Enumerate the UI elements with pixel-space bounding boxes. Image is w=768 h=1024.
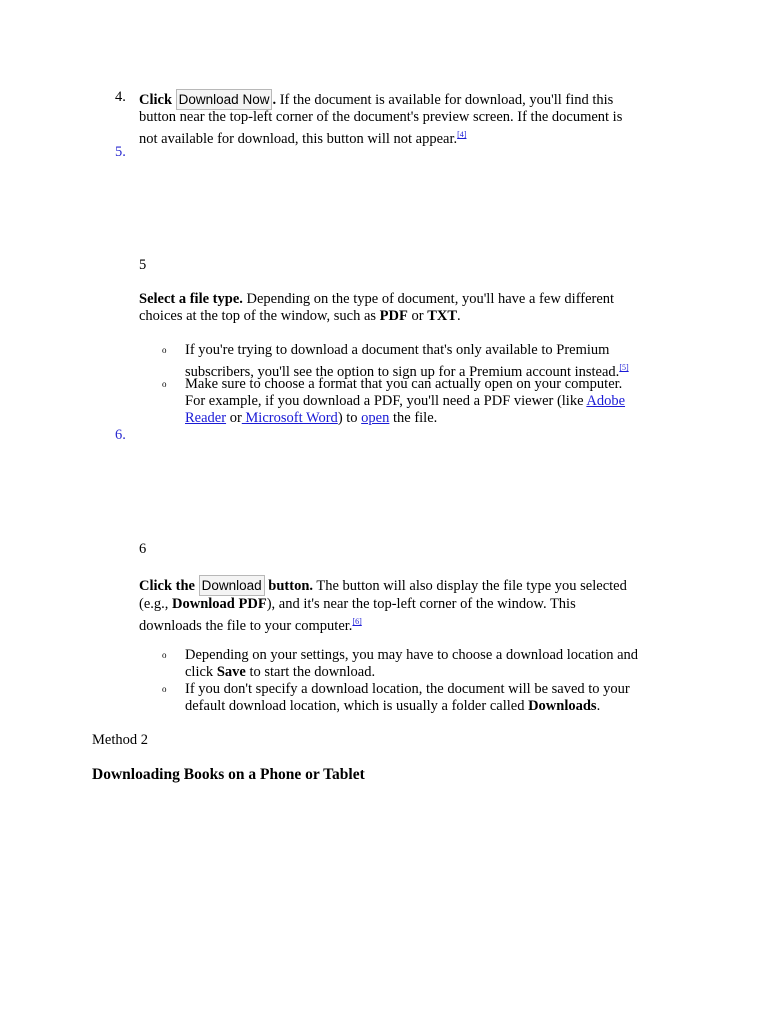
bullet-icon: o: [162, 345, 167, 355]
step-5-list-number: 5.: [115, 144, 126, 160]
step-4-number: 4.: [115, 89, 126, 105]
step-6-text-3: downloads the file to your computer.: [139, 618, 353, 634]
reference-link-4[interactable]: [4]: [457, 130, 467, 139]
step-6-bullet-2-line-2: [185, 698, 600, 715]
step-5-text-2: choices at the top of the window, such as: [139, 308, 380, 324]
step-6-image-label: 6: [139, 541, 147, 557]
step-5-or-2: or: [226, 410, 242, 426]
step-6-line-1: [139, 575, 627, 596]
pdf-format: PDF: [379, 308, 408, 324]
step-5-line-2: [139, 308, 461, 325]
step-4-line-3: [139, 126, 466, 148]
step-6-bullet-2-a: default download location, which is usually a folder called: [185, 698, 529, 714]
step-6-line-3: [139, 613, 362, 635]
step-6-bullet-2-line-1: If you don't specify a download location, the document will be saved to your: [185, 681, 630, 697]
step-5-bullet-2-line-2: [185, 393, 625, 410]
open-link[interactable]: open: [361, 410, 390, 426]
step-4-text-1: If the document is available for download, you'll find this: [276, 92, 614, 108]
step-4-text-3: not available for download, this button will not appear.: [139, 131, 458, 147]
method-label: Method 2: [92, 732, 148, 748]
step-5-title: Select a file type.: [139, 291, 243, 307]
step-5-text-1: Depending on the type of document, you'll have a few different: [242, 291, 615, 307]
step-4-text-2: button near the top-left corner of the document's preview screen. If the document is: [139, 109, 623, 125]
step-6-button-word: button.: [264, 578, 314, 594]
step-6-bullet-1-line-1: Depending on your settings, you may have to choose a download location and: [185, 647, 639, 663]
adobe-reader-link[interactable]: Adobe: [586, 393, 626, 409]
step-6-list-number: 6.: [115, 427, 126, 443]
step-6-bullet-1-b: to start the download.: [245, 664, 376, 680]
step-6-bullet-1-line-2: [185, 664, 375, 681]
downloads-folder-label: Downloads: [528, 698, 597, 714]
step-5-end: .: [457, 308, 461, 324]
step-6-bullet-1-a: click: [185, 664, 217, 680]
save-label: Save: [216, 664, 246, 680]
reference-link-5[interactable]: [5]: [619, 363, 629, 372]
bullet-icon: o: [162, 684, 167, 694]
step-5-or: or: [407, 308, 428, 324]
reference-link-6[interactable]: [6]: [352, 617, 362, 626]
download-button: Download: [199, 575, 265, 596]
step-5-line-1: [139, 291, 614, 308]
adobe-reader-link-2[interactable]: Reader: [185, 410, 227, 426]
step-5-bullet-end: the file.: [389, 410, 438, 426]
bullet-icon: o: [162, 379, 167, 389]
step-6-text-2b: ), and it's near the top-left corner of the window. This: [266, 596, 576, 612]
microsoft-word-link[interactable]: Microsoft Word: [241, 410, 338, 426]
bullet-icon: o: [162, 650, 167, 660]
download-pdf-label: Download PDF: [172, 596, 267, 612]
txt-format: TXT: [427, 308, 458, 324]
download-now-button: Download Now: [176, 89, 273, 110]
step-5-to: ) to: [337, 410, 362, 426]
step-6-click: Click the: [139, 578, 199, 594]
step-6-bullet-2-b: .: [596, 698, 601, 714]
section-heading: Downloading Books on a Phone or Tablet: [92, 766, 365, 783]
step-6-text-1: The button will also display the file type you selected: [313, 578, 627, 594]
step-5-bullet-2-line-1: Make sure to choose a format that you can actually open on your computer.: [185, 376, 623, 392]
step-5-bullet-1-line-1: If you're trying to download a document that's only available to Premium: [185, 342, 610, 358]
step-5-bullet-1-text: subscribers, you'll see the option to sign up for a Premium account instead.: [185, 364, 620, 380]
step-6-text-2a: (e.g.,: [139, 596, 173, 612]
step-5-bullet-2-line-3: [185, 410, 437, 427]
step-4-click: Click: [139, 92, 173, 108]
step-5-image-label: 5: [139, 257, 147, 273]
step-6-line-2: [139, 596, 576, 613]
step-4-period: .: [272, 92, 277, 108]
step-4-line-1: [139, 89, 613, 110]
step-5-bullet-2-text: For example, if you download a PDF, you'll need a PDF viewer (like: [185, 393, 587, 409]
